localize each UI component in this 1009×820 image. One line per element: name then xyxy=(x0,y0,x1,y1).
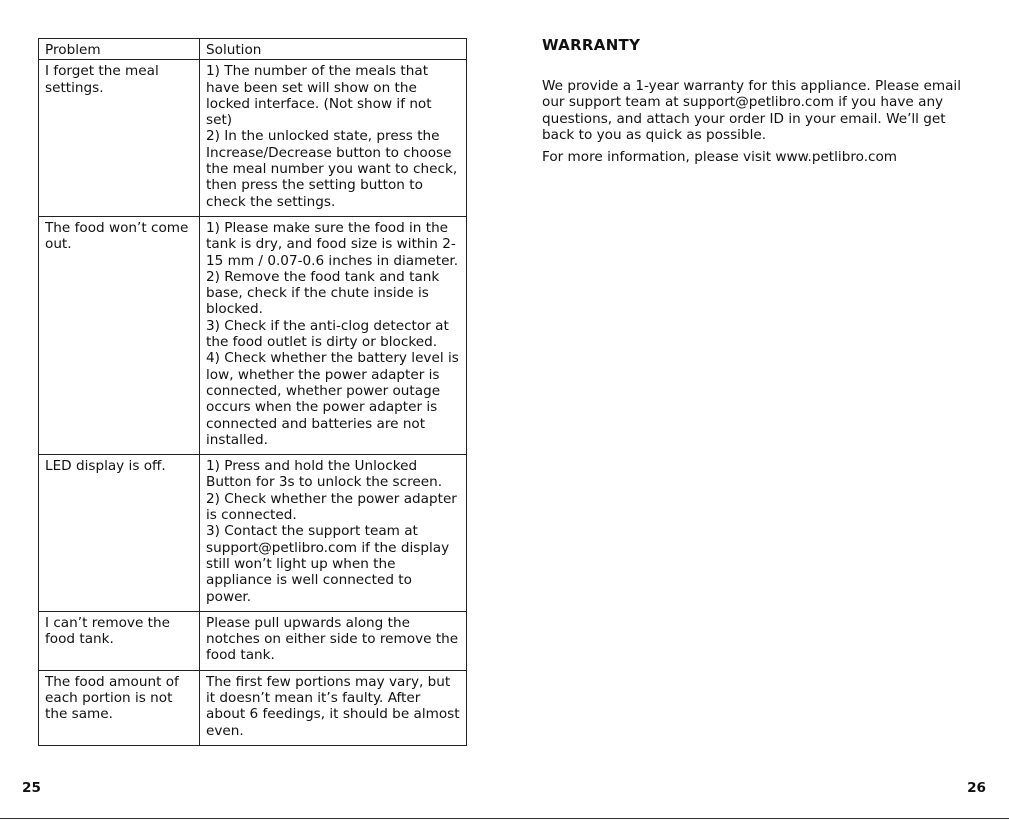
problem-column-header: Problem xyxy=(39,39,200,60)
problem-cell: I can’t remove the food tank. xyxy=(39,611,200,670)
warranty-heading: WARRANTY xyxy=(542,36,641,54)
solution-cell: 1) Please make sure the food in the tank is dry, and food size is within 2-15 mm / 0.07-0.6 inches in diameter. 2) Remove the food tank and tank base, check if the chute inside is blocked. 3) Check if the anti-clog detector at the food outlet is dirty or blocked. 4) Check whether the battery level is low, whether the power adapter is connected, whether power outage occurs when the power adapter is connected and batteries are not installed. xyxy=(200,216,467,454)
table-row xyxy=(39,216,467,454)
problem-cell: The food amount of each portion is not the same. xyxy=(39,670,200,745)
more-info-paragraph: For more information, please visit www.petlibro.com xyxy=(542,149,898,165)
page-bottom-divider xyxy=(0,818,1009,819)
solution-cell: 1) Press and hold the Unlocked Button for 3s to unlock the screen. 2) Check whether the power adapter is connected. 3) Contact the support team at support@petlibro.com if the display still won’t light up when the appliance is well connected to power. xyxy=(200,455,467,612)
problem-cell: LED display is off. xyxy=(39,455,200,612)
table-header-row xyxy=(39,39,467,60)
table-row xyxy=(39,611,467,670)
table-row xyxy=(39,670,467,745)
warranty-paragraph: We provide a 1-year warranty for this appliance. Please email our support team at support@petlibro.com if you have any questions, and attach your order ID in your email. We’ll get back to you as quick as possible. xyxy=(542,78,961,143)
page-number-right: 26 xyxy=(967,780,986,796)
solution-cell: 1) The number of the meals that have been set will show on the locked interface. (Not show if not set) 2) In the unlocked state, press the Increase/Decrease button to choose the meal number you want to check, then press the setting button to check the settings. xyxy=(200,60,467,217)
right-page xyxy=(504,0,1009,820)
problem-cell: I forget the meal settings. xyxy=(39,60,200,217)
solution-cell: The first few portions may vary, but it doesn’t mean it’s faulty. After about 6 feedings, it should be almost even. xyxy=(200,670,467,745)
problem-cell: The food won’t come out. xyxy=(39,216,200,454)
page-number-left: 25 xyxy=(22,780,41,796)
table-row xyxy=(39,455,467,612)
solution-column-header: Solution xyxy=(200,39,467,60)
left-page xyxy=(0,0,504,820)
table-row xyxy=(39,60,467,217)
troubleshooting-table xyxy=(38,38,467,746)
solution-cell: Please pull upwards along the notches on either side to remove the food tank. xyxy=(200,611,467,670)
